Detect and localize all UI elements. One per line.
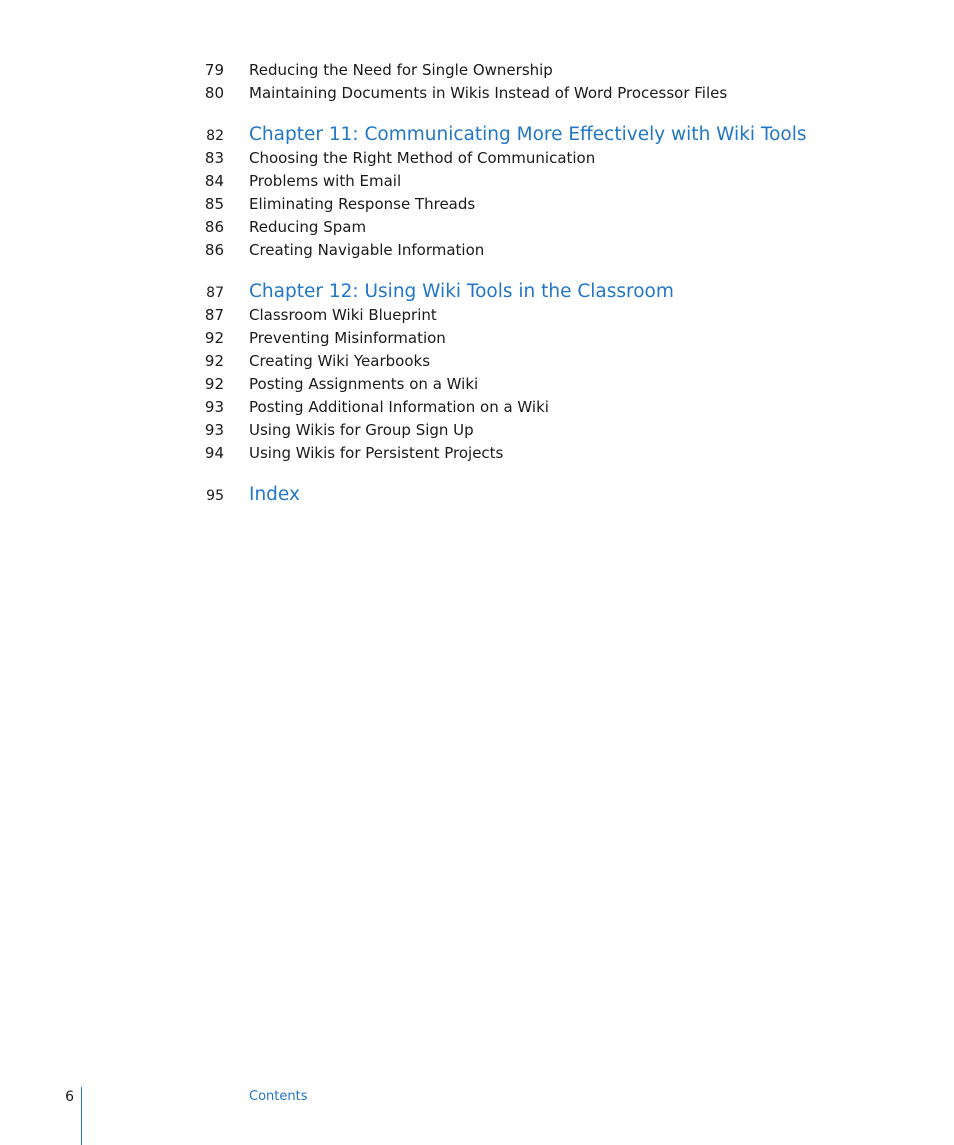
table-of-contents: [0, 59, 954, 507]
toc-entry[interactable]: [0, 147, 954, 170]
toc-entry[interactable]: [0, 419, 954, 442]
toc-entry[interactable]: [0, 239, 954, 262]
toc-chapter-12[interactable]: [0, 279, 954, 304]
toc-entry-title: Classroom Wiki Blueprint: [249, 306, 437, 324]
toc-page-number: 92: [204, 329, 224, 347]
toc-page-number: 95: [206, 488, 224, 504]
toc-entry-title: Using Wikis for Persistent Projects: [249, 444, 504, 462]
toc-entry-title: Preventing Misinformation: [249, 329, 446, 347]
toc-page-number: 87: [204, 306, 224, 324]
footer-section-label: Contents: [249, 1089, 308, 1104]
toc-page-number: 92: [204, 352, 224, 370]
toc-index[interactable]: [0, 482, 954, 507]
toc-entry[interactable]: [0, 193, 954, 216]
toc-entry-title: Choosing the Right Method of Communication: [249, 149, 596, 167]
toc-page-number: 80: [204, 84, 224, 102]
toc-page-number: 82: [206, 128, 224, 144]
toc-entry-title: Problems with Email: [249, 172, 402, 190]
toc-entry[interactable]: [0, 396, 954, 419]
toc-entry-title: Creating Wiki Yearbooks: [249, 352, 431, 370]
toc-entry[interactable]: [0, 304, 954, 327]
toc-entry-title: Reducing the Need for Single Ownership: [249, 61, 553, 79]
chapter-title: Chapter 11: Communicating More Effectively with Wiki Tools: [249, 124, 807, 145]
toc-entry[interactable]: [0, 350, 954, 373]
toc-entry[interactable]: [0, 170, 954, 193]
toc-entry-title: Eliminating Response Threads: [249, 195, 476, 213]
toc-page-number: 93: [204, 421, 224, 439]
toc-entry[interactable]: [0, 82, 954, 105]
footer-page-number: 6: [65, 1089, 74, 1105]
toc-page-number: 86: [204, 218, 224, 236]
toc-entry[interactable]: [0, 373, 954, 396]
toc-entry[interactable]: [0, 216, 954, 239]
toc-entry[interactable]: [0, 59, 954, 82]
toc-page-number: 79: [204, 61, 224, 79]
toc-page-number: 84: [204, 172, 224, 190]
toc-page-number: 87: [206, 285, 224, 301]
toc-page-number: 93: [204, 398, 224, 416]
chapter-title: Chapter 12: Using Wiki Tools in the Classroom: [249, 281, 674, 302]
toc-entry-title: Posting Additional Information on a Wiki: [249, 398, 549, 416]
footer-divider: [81, 1087, 82, 1145]
toc-entry-title: Reducing Spam: [249, 218, 367, 236]
toc-page-number: 83: [204, 149, 224, 167]
chapter-title: Index: [249, 484, 300, 505]
toc-entry-title: Posting Assignments on a Wiki: [249, 375, 479, 393]
toc-page-number: 86: [204, 241, 224, 259]
toc-chapter-11[interactable]: [0, 122, 954, 147]
toc-entry-title: Using Wikis for Group Sign Up: [249, 421, 474, 439]
toc-entry[interactable]: [0, 327, 954, 350]
toc-page-number: 85: [204, 195, 224, 213]
toc-entry-title: Maintaining Documents in Wikis Instead of Word Processor Files: [249, 84, 728, 102]
toc-page-number: 94: [204, 444, 224, 462]
toc-entry[interactable]: [0, 442, 954, 465]
toc-entry-title: Creating Navigable Information: [249, 241, 485, 259]
toc-page-number: 92: [204, 375, 224, 393]
